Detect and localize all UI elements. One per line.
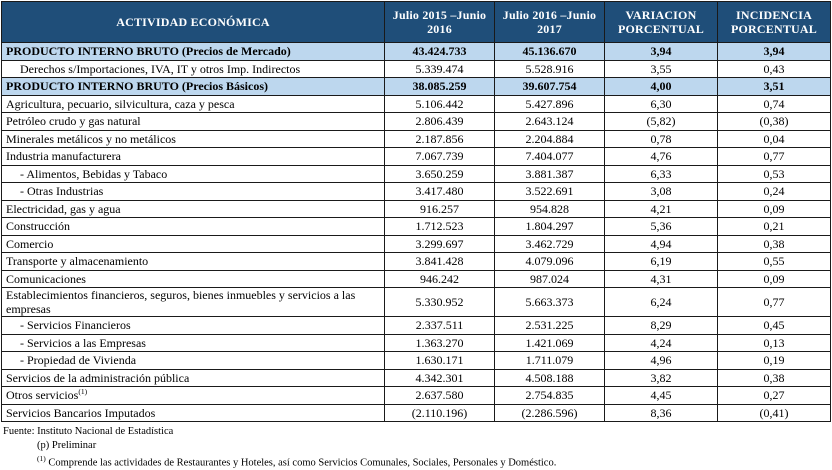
cell-col-1: 4.342.301 [385,369,495,387]
table-row [2,369,831,387]
cell-col-2: 39.607.754 [495,78,605,96]
cell-col-2: 5.528.916 [495,60,605,78]
cell-col-3: 4,21 [605,200,718,218]
row-label: Servicios de la administración pública [2,369,385,387]
cell-col-2: 2.531.225 [495,317,605,335]
cell-col-1: 5.339.474 [385,60,495,78]
table-row [2,130,831,148]
cell-col-1: 2.637.580 [385,387,495,405]
row-label: - Otras Industrias [2,183,385,201]
row-label: Minerales metálicos y no metálicos [2,130,385,148]
table-row [2,253,831,271]
cell-col-2: 3.462.729 [495,235,605,253]
row-label: Agricultura, pecuario, silvicultura, caza y pesca [2,95,385,113]
cell-col-4: (0,38) [718,113,831,131]
table-row [2,113,831,131]
cell-col-1: 2.187.856 [385,130,495,148]
cell-col-3: 5,36 [605,218,718,236]
cell-col-2: 5.427.896 [495,95,605,113]
column-header-period-2: Julio 2016 –Junio 2017 [495,2,605,43]
row-label: Construcción [2,218,385,236]
table-row [2,288,831,317]
table-row [2,317,831,335]
cell-col-2: 2.204.884 [495,130,605,148]
cell-col-1: 43.424.733 [385,43,495,61]
table-row [2,404,831,422]
cell-col-4: 0,19 [718,352,831,370]
cell-col-3: 6,24 [605,288,718,317]
cell-col-1: (2.110.196) [385,404,495,422]
cell-col-1: 5.106.442 [385,95,495,113]
row-label: Electricidad, gas y agua [2,200,385,218]
cell-col-4: 0,53 [718,165,831,183]
cell-col-2: 45.136.670 [495,43,605,61]
cell-col-3: 4,24 [605,334,718,352]
table-row [2,148,831,166]
row-label-superscript: (1) [78,387,88,397]
document-page [0,1,832,469]
footnote-one-marker: (1) [37,453,46,463]
cell-col-1: 5.330.952 [385,288,495,317]
cell-col-4: 0,13 [718,334,831,352]
row-label: Comunicaciones [2,270,385,288]
table-row [2,60,831,78]
row-label: - Servicios a las Empresas [2,334,385,352]
cell-col-1: 2.337.511 [385,317,495,335]
cell-col-4: 0,38 [718,369,831,387]
cell-col-2: 4.508.188 [495,369,605,387]
cell-col-3: 6,19 [605,253,718,271]
cell-col-2: 1.804.297 [495,218,605,236]
cell-col-1: 1.363.270 [385,334,495,352]
cell-col-4: 0,45 [718,317,831,335]
table-row [2,334,831,352]
cell-col-2: 1.711.079 [495,352,605,370]
cell-col-1: 3.299.697 [385,235,495,253]
table-row [2,270,831,288]
row-label: - Propiedad de Vivienda [2,352,385,370]
cell-col-4: 0,09 [718,270,831,288]
cell-col-3: 3,94 [605,43,718,61]
cell-col-1: 3.841.428 [385,253,495,271]
footnote-source: Fuente: Instituto Nacional de Estadística [3,426,174,438]
cell-col-4: 0,77 [718,148,831,166]
cell-col-2: 2.754.835 [495,387,605,405]
cell-col-4: 0,38 [718,235,831,253]
cell-col-1: 3.650.259 [385,165,495,183]
cell-col-3: 3,08 [605,183,718,201]
footnote-preliminary: (p) Preliminar [37,440,97,452]
cell-col-4: 0,43 [718,60,831,78]
cell-col-1: 3.417.480 [385,183,495,201]
cell-col-3: 4,45 [605,387,718,405]
table-row [2,95,831,113]
header-row [2,2,831,43]
cell-col-4: 0,04 [718,130,831,148]
footnote-one [3,454,832,470]
table-row [2,352,831,370]
table-row [2,183,831,201]
cell-col-2: 987.024 [495,270,605,288]
cell-col-3: 4,31 [605,270,718,288]
cell-col-4: 0,21 [718,218,831,236]
cell-col-2: 7.404.077 [495,148,605,166]
table-row [2,78,831,96]
column-header-variation: VARIACION PORCENTUAL [605,2,718,43]
cell-col-4: 3,94 [718,43,831,61]
row-label: Derechos s/Importaciones, IVA, IT y otros Imp. Indirectos [2,60,385,78]
cell-col-2: 5.663.373 [495,288,605,317]
cell-col-4: 0,27 [718,387,831,405]
cell-col-3: 3,55 [605,60,718,78]
cell-col-4: 0,09 [718,200,831,218]
cell-col-2: 954.828 [495,200,605,218]
cell-col-1: 916.257 [385,200,495,218]
table-row [2,235,831,253]
row-label: PRODUCTO INTERNO BRUTO (Precios de Mercado) [2,43,385,61]
cell-col-1: 38.085.259 [385,78,495,96]
footnotes-block [3,425,832,470]
table-row [2,43,831,61]
cell-col-4: 0,55 [718,253,831,271]
cell-col-2: 1.421.069 [495,334,605,352]
cell-col-2: 2.643.124 [495,113,605,131]
cell-col-4: (0,41) [718,404,831,422]
cell-col-4: 3,51 [718,78,831,96]
cell-col-3: 8,29 [605,317,718,335]
cell-col-3: 8,36 [605,404,718,422]
table-row [2,165,831,183]
cell-col-3: 0,78 [605,130,718,148]
row-label: Transporte y almacenamiento [2,253,385,271]
table-row [2,387,831,405]
row-label: Comercio [2,235,385,253]
cell-col-3: 4,76 [605,148,718,166]
column-header-period-1: Julio 2015 –Junio 2016 [385,2,495,43]
cell-col-3: 6,33 [605,165,718,183]
cell-col-1: 1.712.523 [385,218,495,236]
cell-col-4: 0,74 [718,95,831,113]
row-label: - Alimentos, Bebidas y Tabaco [2,165,385,183]
column-header-incidence: INCIDENCIA PORCENTUAL [718,2,831,43]
cell-col-2: 3.522.691 [495,183,605,201]
cell-col-1: 1.630.171 [385,352,495,370]
table-row [2,200,831,218]
cell-col-1: 2.806.439 [385,113,495,131]
cell-col-2: 4.079.096 [495,253,605,271]
cell-col-4: 0,77 [718,288,831,317]
cell-col-3: 4,94 [605,235,718,253]
cell-col-3: (5,82) [605,113,718,131]
table-row [2,218,831,236]
column-header-activity: ACTIVIDAD ECONÓMICA [2,2,385,43]
cell-col-2: 3.881.387 [495,165,605,183]
cell-col-3: 4,96 [605,352,718,370]
row-label: - Servicios Financieros [2,317,385,335]
row-label: Otros servicios$^{(1)}$ [2,387,385,405]
table-body [2,43,831,422]
row-label: Servicios Bancarios Imputados [2,404,385,422]
row-label: Industria manufacturera [2,148,385,166]
economic-activity-table [1,1,831,422]
cell-col-3: 6,30 [605,95,718,113]
cell-col-1: 946.242 [385,270,495,288]
table-header [2,2,831,43]
cell-col-4: 0,24 [718,183,831,201]
cell-col-2: (2.286.596) [495,404,605,422]
row-label: PRODUCTO INTERNO BRUTO (Precios Básicos) [2,78,385,96]
row-label: Petróleo crudo y gas natural [2,113,385,131]
cell-col-3: 4,00 [605,78,718,96]
footnote-one-text: Comprende las actividades de Restaurantes y Hoteles, así como Servicios Comunales, Sociales, Personales y Doméstico. [48,457,557,469]
cell-col-3: 3,82 [605,369,718,387]
row-label: Establecimientos financieros, seguros, bienes inmuebles y servicios a las empresas [2,288,385,317]
cell-col-1: 7.067.739 [385,148,495,166]
